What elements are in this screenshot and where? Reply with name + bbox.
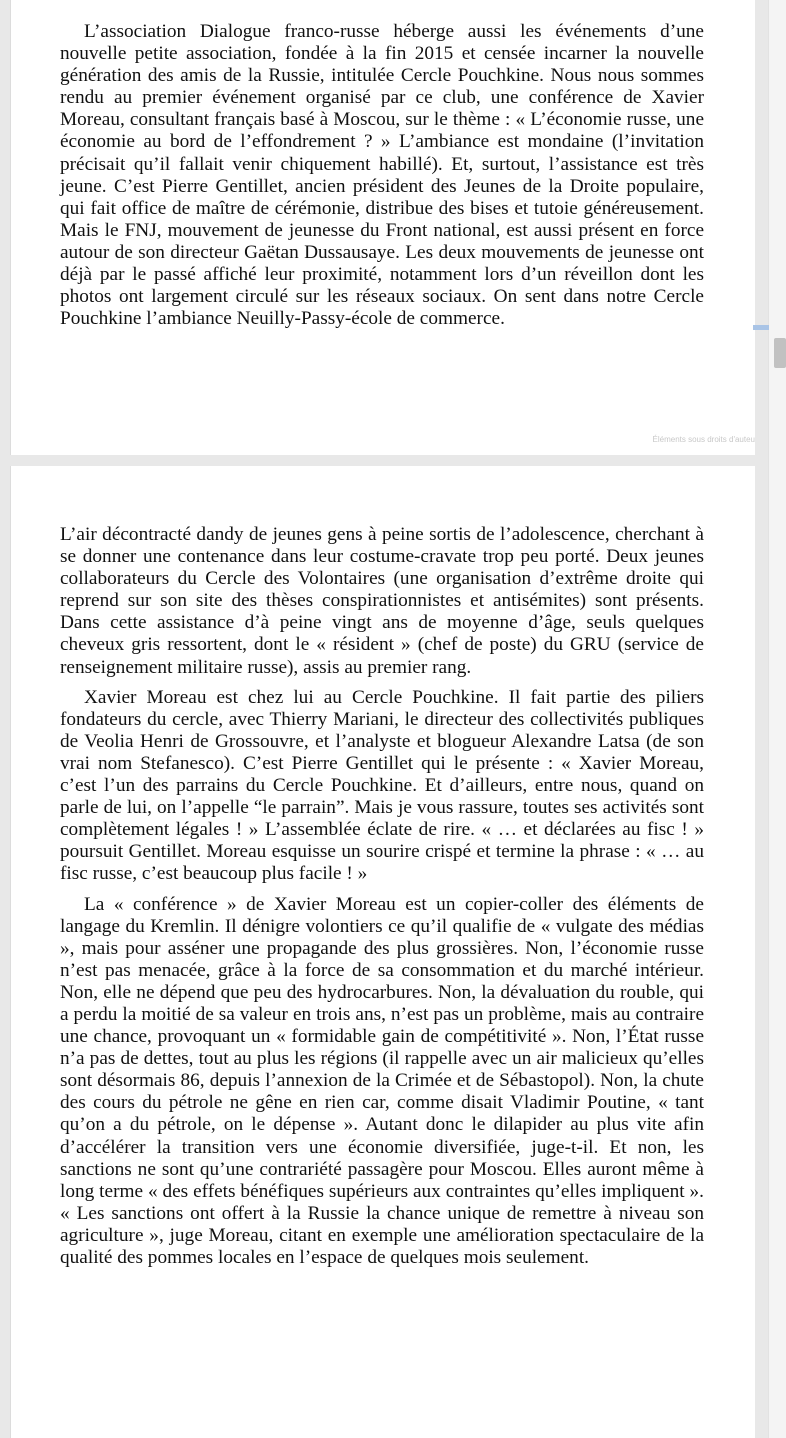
page-2	[10, 466, 755, 1438]
paragraph: L’association Dialogue franco-russe héberge aussi les événements d’une nouvelle petite association, fondée à la fin 2015 et censée incarner la nouvelle génération des amis de la Russie, intitulée Cercle Pouchkine. Nous nous sommes rendu au premier événement organisé par ce club, une conférence de Xavier Moreau, consultant français basé à Moscou, sur le thème : « L’économie russe, une économie au bord de l’effondrement ? » L’ambiance est mondaine (l’invitation précisait qu’il fallait venir chiquement habillé). Et, surtout, l’assistance est très jeune. C’est Pierre Gentillet, ancien président des Jeunes de la Droite populaire, qui fait office de maître de cérémonie, distribue des bises et tutoie généreusement. Mais le FNJ, mouvement de jeunesse du Front national, est aussi présent en force autour de son directeur Gaëtan Dussausaye. Les deux mouvements de jeunesse ont déjà par le passé affiché leur proximité, notamment lors d’un réveillon dont les photos ont largement circulé sur les réseaux sociaux. On sent dans notre Cercle Pouchkine l’ambiance Neuilly-Passy-école de commerce.	[60, 21, 704, 330]
vertical-scrollbar[interactable]	[768, 0, 786, 1438]
page-1	[10, 0, 755, 455]
paragraph: La « conférence » de Xavier Moreau est un copier-coller des éléments de langage du Kremlin. Il dénigre volontiers ce qu’il qualifie de « vulgate des médias », mais pour asséner une propagande des plus grossières. Non, l’économie russe n’est pas menacée, grâce à la force de sa consommation et du marché intérieur. Non, elle ne dépend que peu des hydrocarbures. Non, la dévaluation du rouble, qui a perdu la moitié de sa valeur en trois ans, n’est pas un problème, mais au contraire une chance, provoquant un « formidable gain de compétitivité ». Non, l’État russe n’a pas de dettes, tout au plus les régions (il rappelle avec un air malicieux qu’elles sont désormais 86, depuis l’annexion de la Crimée et de Sébastopol). Non, la chute des cours du pétrole ne gêne en rien car, comme disait Vladimir Poutine, « tant qu’on a du pétrole, on le dépense ». Autant donc le dilapider au plus vite afin d’accélérer la transition vers une économie diversifiée, juge-t-il. Et non, les sanctions ne sont qu’une contrariété passagère pour Moscou. Elles auront même à long terme « des effets bénéfiques supérieurs aux contraintes qu’elles impliquent ». « Les sanctions ont offert à la Russie la chance unique de remettre à niveau son agriculture », juge Moreau, citant en exemple une amélioration spectaculaire de la qualité des pommes locales en l’espace de quelques mois seulement.	[60, 893, 704, 1268]
paragraph: L’air décontracté dandy de jeunes gens à peine sortis de l’adolescence, cherchant à se donner une contenance dans leur costume-cravate trop peu porté. Deux jeunes collaborateurs du Cercle des Volontaires (une organisation d’extrême droite qui reprend sur son site des thèses conspirationnistes et antisémites) sont présents. Dans cette assistance d’à peine vingt ans de moyenne d’âge, seuls quelques cheveux gris ressortent, dont le « résident » (chef de poste) du GRU (service de renseignement militaire russe), assis au premier rang.	[60, 524, 704, 678]
scrollbar-thumb[interactable]	[774, 338, 786, 368]
scroll-position-marker	[753, 325, 769, 330]
page-2-text	[60, 524, 704, 1277]
copyright-notice: Éléments sous droits d'auteu	[652, 435, 755, 444]
page-1-text	[60, 21, 704, 338]
paragraph: Xavier Moreau est chez lui au Cercle Pouchkine. Il fait partie des piliers fondateurs du cercle, avec Thierry Mariani, le directeur des collectivités publiques de Veolia Henri de Grossouvre, et l’analyste et blogueur Alexandre Latsa (de son vrai nom Stefanesco). C’est Pierre Gentillet qui le présente : « Xavier Moreau, c’est l’un des parrains du Cercle Pouchkine. Et d’ailleurs, entre nous, quand on parle de lui, on l’appelle “le parrain”. Mais je vous rassure, toutes ses activités sont complètement légales ! » L’assemblée éclate de rire. « … et déclarées au fisc ! » poursuit Gentillet. Moreau esquisse un sourire crispé et termine la phrase : « … au fisc russe, c’est beaucoup plus facile ! »	[60, 686, 704, 885]
